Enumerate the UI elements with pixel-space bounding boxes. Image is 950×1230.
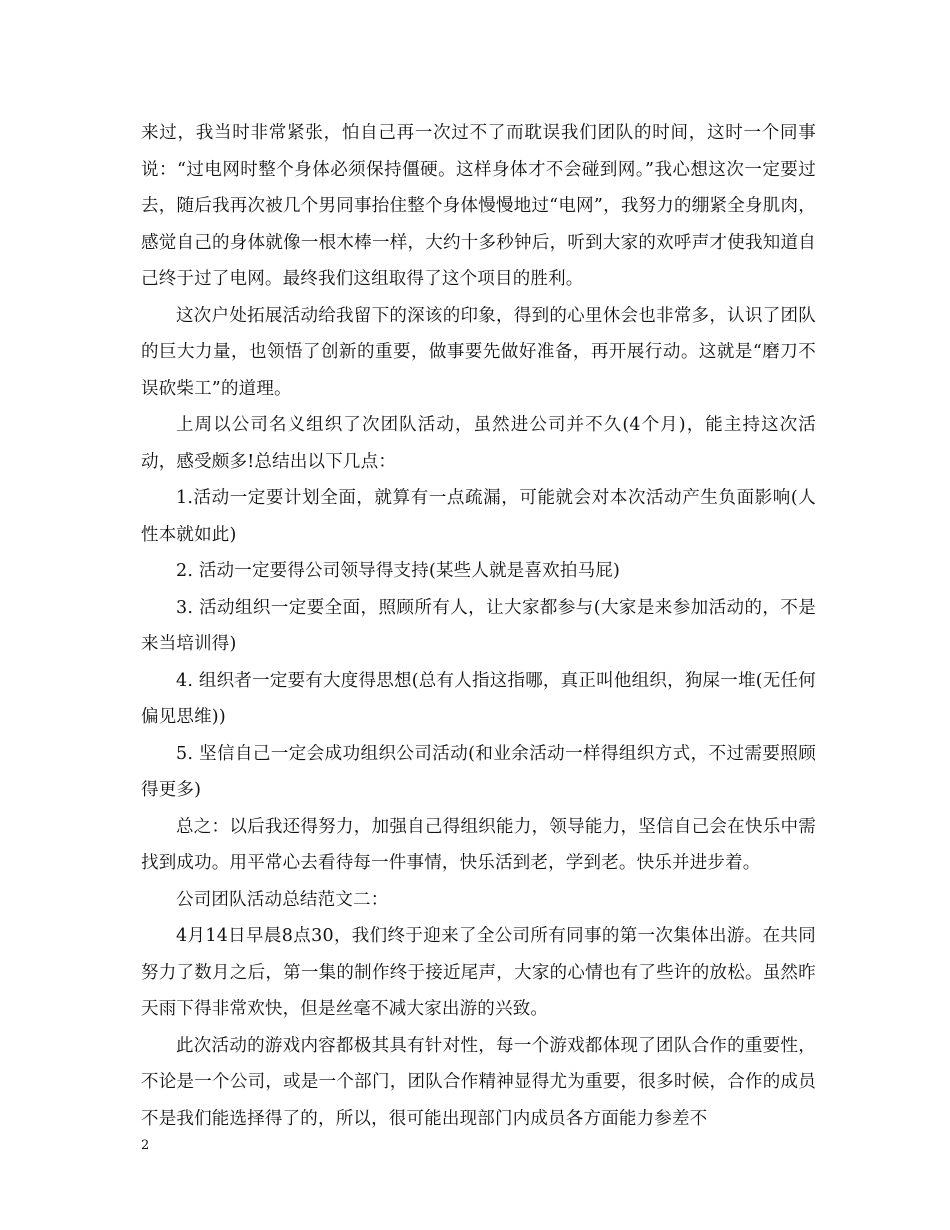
page-number: 2 bbox=[141, 1138, 150, 1153]
paragraph: 4月14日早晨8点30，我们终于迎来了全公司所有同事的第一次集体出游。在共同努力了数月之后，第一集的制作终于接近尾声，大家的心情也有了些许的放松。虽然昨天雨下得非常欢快，但是丝毫不减大家出游的兴致。 bbox=[141, 926, 816, 1019]
list-item: 3. 活动组织一定要全面，照顾所有人，让大家都参与(大家是来参加活动的，不是来当培训得) bbox=[141, 597, 816, 654]
paragraph: 这次户处拓展活动给我留下的深该的印象，得到的心里休会也非常多，认识了团队的巨大力量，也领悟了创新的重要，做事要先做好准备，再开展行动。这就是“磨刀不误砍柴工”的道理。 bbox=[141, 305, 816, 399]
list-item: 2. 活动一定要得公司领导得支持(某些人就是喜欢拍马屁) bbox=[176, 561, 621, 581]
section-heading: 公司团队活动总结范文二： bbox=[176, 889, 389, 910]
document-body bbox=[141, 115, 816, 1137]
list-item: 4. 组织者一定要有大度得思想(总有人指这指哪，真正叫他组织，狗屎一堆(无任何偏见思维)) bbox=[141, 670, 816, 727]
list-item: 5. 坚信自己一定会成功组织公司活动(和业余活动一样得组织方式，不过需要照顾得更多) bbox=[141, 743, 816, 800]
paragraph: 总之：以后我还得努力，加强自己得组织能力，领导能力，坚信自己会在快乐中需找到成功。用平常心去看待每一件事情，快乐活到老，学到老。快乐并进步着。 bbox=[141, 816, 816, 873]
paragraph: 此次活动的游戏内容都极其具有针对性，每一个游戏都体现了团队合作的重要性，不论是一个公司，或是一个部门，团队合作精神显得尤为重要，很多时候，合作的成员不是我们能选择得了的，所以，很可能出现部门内成员各方面能力参差不 bbox=[141, 1035, 816, 1129]
paragraph: 上周以公司名义组织了次团队活动，虽然进公司并不久(4个月)，能主持这次活动，感受颇多!总结出以下几点： bbox=[141, 415, 816, 472]
list-item: 1.活动一定要计划全面，就算有一点疏漏，可能就会对本次活动产生负面影响(人性本就如此) bbox=[141, 488, 816, 545]
paragraph: 来过，我当时非常紧张，怕自己再一次过不了而耽误我们团队的时间，这时一个同事说：“过电网时整个身体必须保持僵硬。这样身体才不会碰到网。”我心想这次一定要过去，随后我再次被几个男同事抬住整个身体慢慢地过“电网”，我努力的绷紧全身肌肉，感觉自己的身体就像一根木棒一样，大约十多秒钟后，听到大家的欢呼声才使我知道自己终于过了电网。最终我们这组取得了这个项目的胜利。 bbox=[141, 123, 816, 289]
